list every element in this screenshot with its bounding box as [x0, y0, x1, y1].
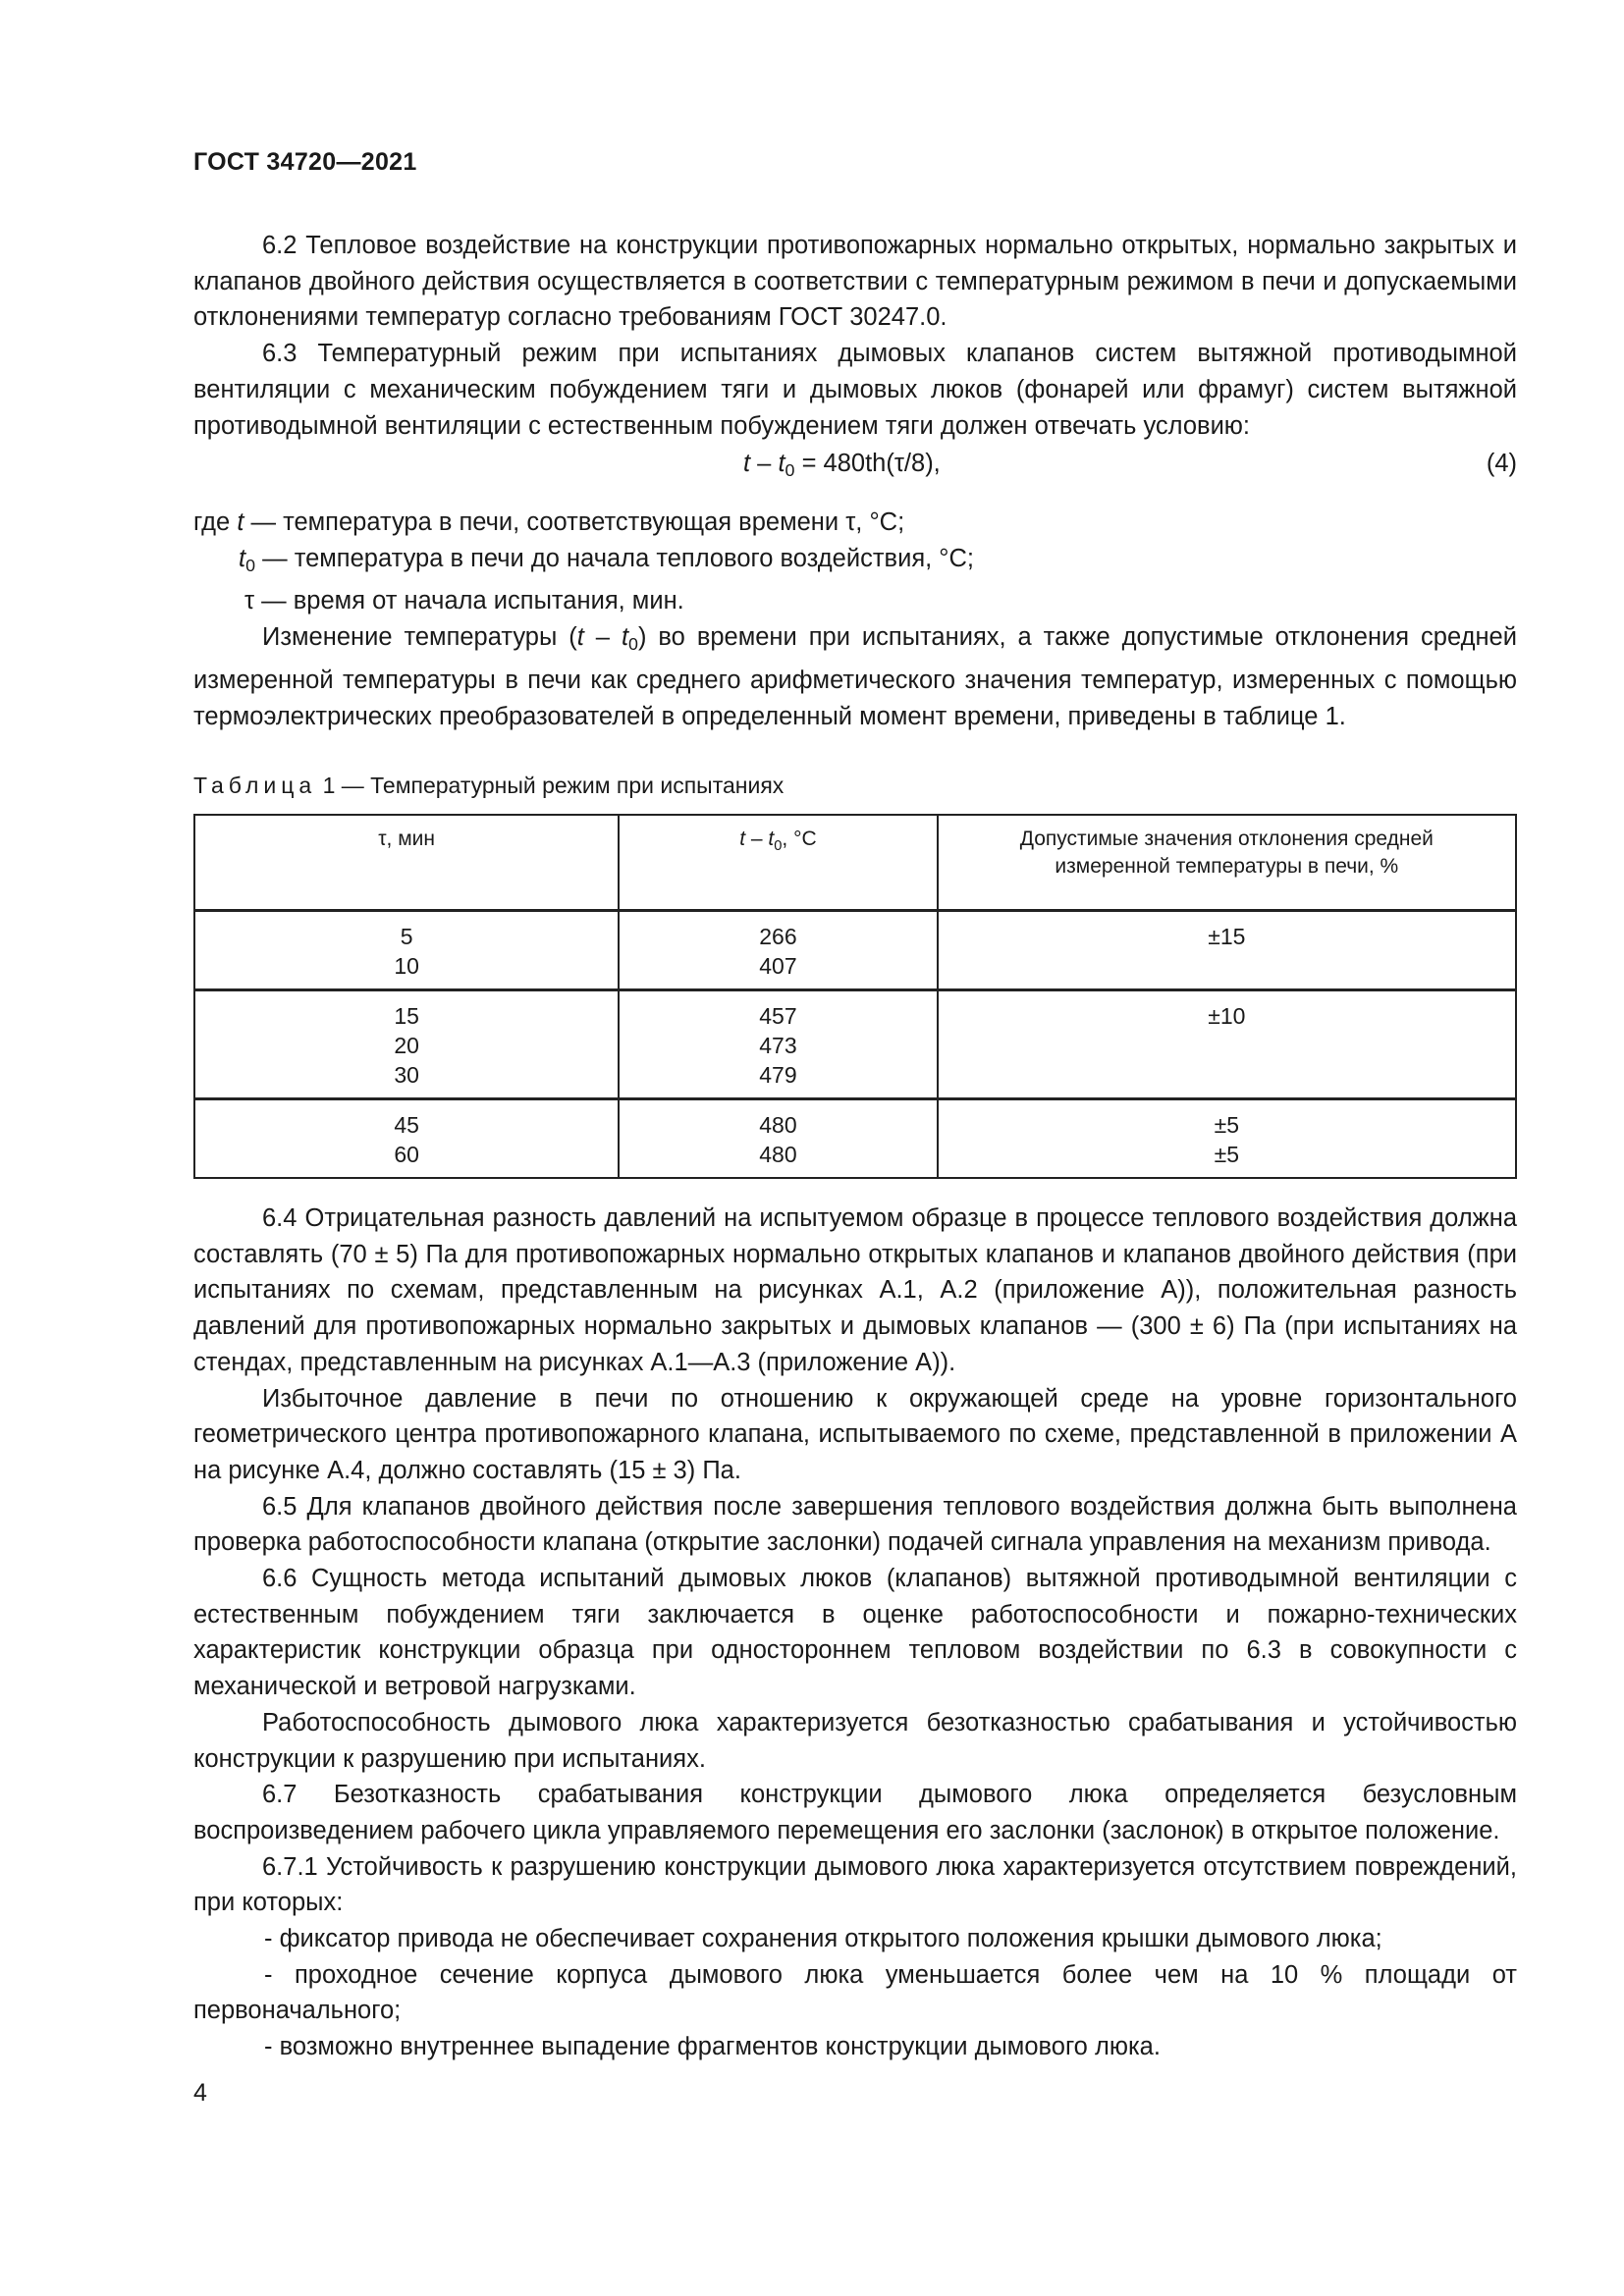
- paragraph-6-7: 6.7 Безотказность срабатывания конструкции дымового люка определяется безусловным воспроизведением рабочего цикла управляемого перемещения его заслонки (заслонок) в открытое положение.: [193, 1781, 1517, 1844]
- paragraph-6-2: 6.2 Тепловое воздействие на конструкции противопожарных нормально открытых, нормально закрытых и клапанов двойного действия осуществляется в соответствии с температурным режимом в печи и допускаемыми отклонениями температур согласно требованиям ГОСТ 30247.0.: [193, 232, 1517, 332]
- formula-legend: [193, 505, 1517, 734]
- table-row: 15 20 30 457 473 479 ±10: [194, 990, 1516, 1099]
- list-item: - проходное сечение корпуса дымового люка уменьшается более чем на 10 % площади от первоначального;: [193, 1960, 1517, 2025]
- header-delta-t: t – $t_0$, °С: [619, 815, 937, 911]
- page-number: 4: [193, 2079, 207, 2107]
- paragraph-6-4: 6.4 Отрицательная разность давлений на испытуемом образце в процессе теплового воздействия должна составлять (70 ± 5) Па для противопожарных нормально открытых клапанов и клапанов двойного действия (при испытаниях по схемам, представленным на рисунках А.1, А.2 (приложение А)), положительная разность давлений для противопожарных нормально закрытых и дымовых клапанов — (300 ± 6) Па (при испытаниях на стендах, представленным на рисунках А.1—А.3 (приложение А)).: [193, 1204, 1517, 1376]
- list-item: - возможно внутреннее выпадение фрагментов конструкции дымового люка.: [264, 2033, 1161, 2061]
- header-deviation: Допустимые значения отклонения средней измеренной температуры в печи, %: [938, 815, 1516, 911]
- section-6-2-to-6-3: [193, 228, 1517, 444]
- paragraph-6-7-1: 6.7.1 Устойчивость к разрушению конструкции дымового люка характеризуется отсутствием повреждений, при которых:: [193, 1852, 1517, 1917]
- header-tau: τ, мин: [194, 815, 619, 911]
- paragraph-6-6: 6.6 Сущность метода испытаний дымовых люков (клапанов) вытяжной противодымной вентиляции с естественным побуждением тяги заключается в оценке работоспособности и пожарно-технических характеристик конструкции образца при одностороннем тепловом воздействии по 6.3 в совокупности с механической и ветровой нагрузками.: [193, 1565, 1517, 1701]
- document-header: ГОСТ 34720—2021: [193, 148, 417, 176]
- table-caption: Таблица 1 — Температурный режим при испытаниях: [193, 773, 785, 798]
- table-header-row: [194, 815, 1516, 911]
- paragraph-temperature-change: Изменение температуры $(t - t_0)$ во времени при испытаниях, а также допустимые отклонения средней измеренной температуры в печи как среднего арифметического значения температур, измеренных с помощью термоэлектрических преобразователей в определенный момент времени, приведены в таблице 1.: [193, 623, 1517, 730]
- formula-number: (4): [1486, 450, 1517, 477]
- paragraph-workability: Работоспособность дымового люка характеризуется безотказностью срабатывания и устойчивостью конструкции к разрушению при испытаниях.: [193, 1708, 1517, 1773]
- paragraph-6-5: 6.5 Для клапанов двойного действия после завершения теплового воздействия должна быть выполнена проверка работоспособности клапана (открытие заслонки) подачей сигнала управления на механизм привода.: [193, 1492, 1517, 1557]
- section-6-4-to-6-7: [193, 1201, 1517, 2065]
- legend-item-t: где t — температура в печи, соответствующая времени τ, °С;: [193, 508, 905, 536]
- formula-expression: $t - t_0 = 480th(\tau/8)$,: [743, 450, 941, 480]
- paragraph-6-3: 6.3 Температурный режим при испытаниях дымовых клапанов систем вытяжной противодымной вентиляции с механическим побуждением тяги и дымовых люков (фонарей или фрамуг) систем вытяжной противодымной вентиляции с естественным побуждением тяги должен отвечать условию:: [193, 340, 1517, 440]
- legend-item-t0: $t_0$ — температура в печи до начала теплового воздействия, °С;: [239, 544, 974, 575]
- table-row: 45 60 480 480 ±5 ±5: [194, 1099, 1516, 1179]
- temperature-table: [193, 814, 1517, 1179]
- paragraph-excess-pressure: Избыточное давление в печи по отношению к окружающей среде на уровне горизонтального геометрического центра противопожарного клапана, испытываемого по схеме, представленной в приложении А на рисунке А.4, должно составлять (15 ± 3) Па.: [193, 1384, 1517, 1484]
- legend-item-tau: τ — время от начала испытания, мин.: [244, 587, 684, 615]
- table-row: 5 10 266 407 ±15: [194, 911, 1516, 990]
- list-item: - фиксатор привода не обеспечивает сохранения открытого положения крышки дымового люка;: [264, 1925, 1382, 1953]
